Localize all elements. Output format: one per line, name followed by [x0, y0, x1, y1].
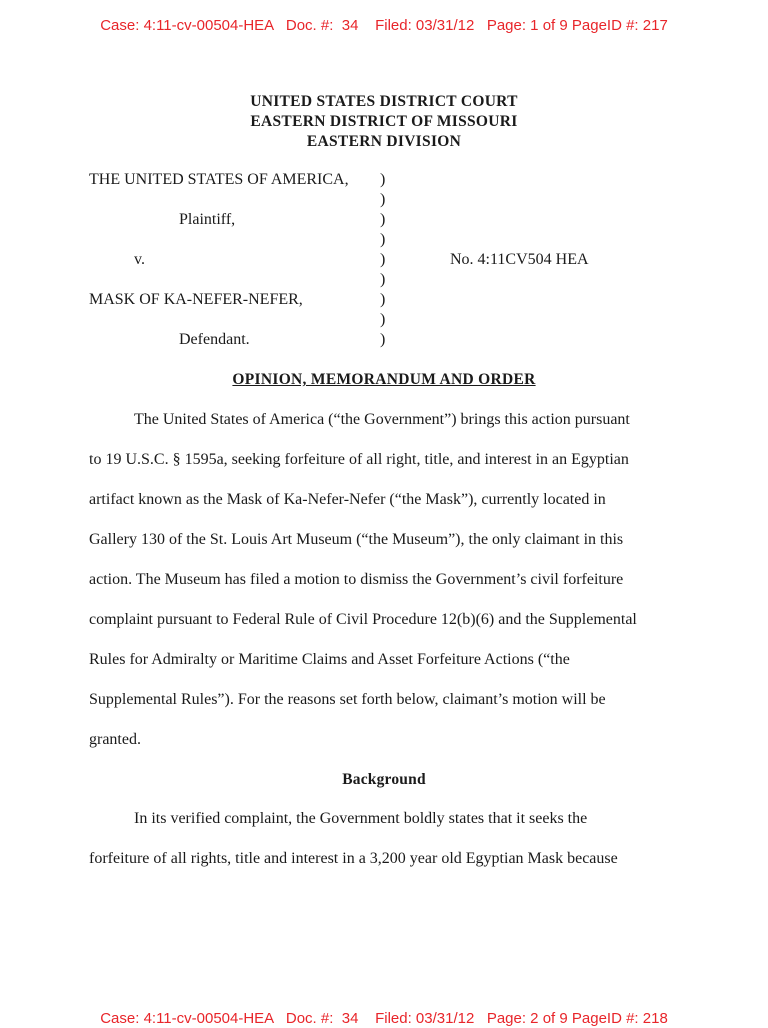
- paragraph-line: The United States of America (“the Government”) brings this action pursuant: [134, 411, 630, 428]
- header-filing-stamp: Case: 4:11-cv-00504-HEA Doc. #: 34 Filed: 03/31/12 Page: 1 of 9 PageID #: 217: [100, 17, 668, 34]
- paragraph-line: to 19 U.S.C. § 1595a, seeking forfeiture of all right, title, and interest in an Egyptian: [89, 451, 629, 468]
- defendant-name: MASK OF KA-NEFER-NEFER,: [89, 291, 303, 308]
- caption-paren: ): [380, 271, 386, 288]
- case-number: No. 4:11CV504 HEA: [450, 251, 589, 268]
- paragraph-line: granted.: [89, 731, 141, 748]
- opening-paragraph: [89, 410, 689, 770]
- plaintiff-role: Plaintiff,: [179, 211, 236, 228]
- court-heading: [0, 92, 768, 152]
- case-caption-parties: [89, 170, 389, 350]
- paragraph-line: complaint pursuant to Federal Rule of Civil Procedure 12(b)(6) and the Supplemental: [89, 611, 637, 628]
- paragraph-line: Rules for Admiralty or Maritime Claims and Asset Forfeiture Actions (“the: [89, 651, 570, 668]
- paragraph-line: action. The Museum has filed a motion to dismiss the Government’s civil forfeiture: [89, 571, 624, 588]
- background-paragraph: [89, 809, 689, 889]
- caption-paren: ): [380, 211, 386, 228]
- document-title: OPINION, MEMORANDUM AND ORDER: [232, 371, 536, 388]
- defendant-role: Defendant.: [179, 331, 250, 348]
- caption-paren: ): [380, 311, 386, 328]
- footer-filing-stamp: Case: 4:11-cv-00504-HEA Doc. #: 34 Filed: 03/31/12 Page: 2 of 9 PageID #: 218: [100, 1010, 668, 1027]
- paragraph-line: Gallery 130 of the St. Louis Art Museum (“the Museum”), the only claimant in this: [89, 531, 624, 548]
- paragraph-line: forfeiture of all rights, title and interest in a 3,200 year old Egyptian Mask because: [89, 850, 618, 867]
- court-division-line: EASTERN DIVISION: [306, 133, 462, 150]
- caption-paren: ): [380, 191, 386, 208]
- caption-paren: ): [380, 291, 386, 308]
- versus-label: v.: [134, 251, 145, 268]
- paragraph-line: artifact known as the Mask of Ka-Nefer-Nefer (“the Mask”), currently located in: [89, 491, 606, 508]
- caption-paren: ): [380, 231, 386, 248]
- court-name-line: UNITED STATES DISTRICT COURT: [250, 93, 518, 110]
- caption-paren: ): [380, 331, 386, 348]
- paragraph-line: Supplemental Rules”). For the reasons set forth below, claimant’s motion will be: [89, 691, 606, 708]
- caption-paren-column: [380, 170, 392, 350]
- caption-paren: ): [380, 251, 386, 268]
- background-heading: Background: [342, 771, 426, 788]
- caption-paren: ): [380, 171, 386, 188]
- plaintiff-name: THE UNITED STATES OF AMERICA,: [89, 171, 349, 188]
- paragraph-line: In its verified complaint, the Government boldly states that it seeks the: [134, 810, 588, 827]
- court-district-line: EASTERN DISTRICT OF MISSOURI: [250, 113, 518, 130]
